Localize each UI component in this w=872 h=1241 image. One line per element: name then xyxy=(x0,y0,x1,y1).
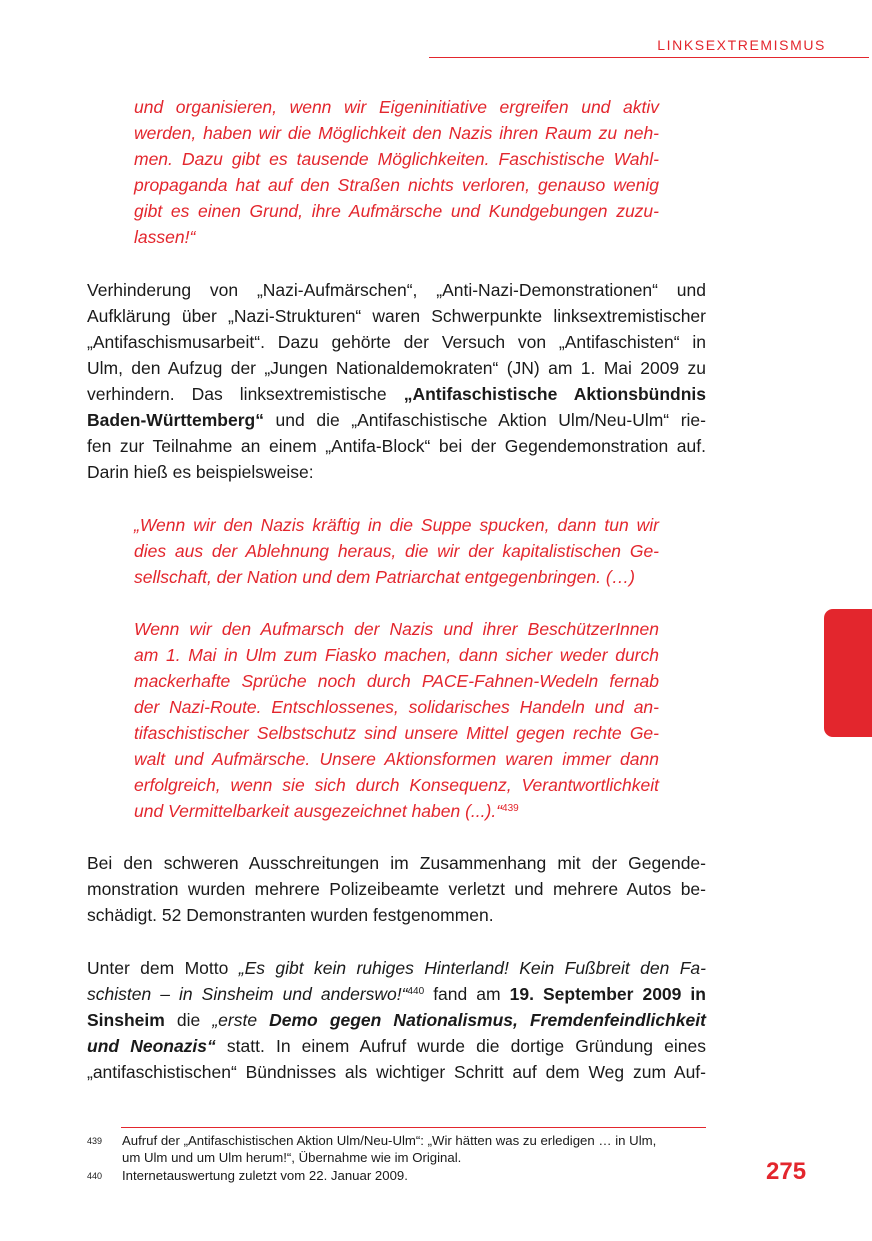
quote-paragraph xyxy=(134,512,659,590)
quote-line: lassen!“ xyxy=(134,227,196,247)
body-line: „antifaschistischen“ Bündnisses als wichtiger Schritt auf dem Weg zum Auf- xyxy=(87,1062,706,1082)
body-line xyxy=(87,981,706,1007)
body-paragraph-3 xyxy=(87,955,706,1085)
body-text: die xyxy=(164,1010,213,1030)
body-line: fen zur Teilnahme an einem „Antifa-Block“ bei der Gegendemonstration auf. xyxy=(87,436,706,456)
quote-line: sellschaft, der Nation und dem Patriarchat entgegenbringen. (…) xyxy=(134,567,635,587)
body-line: monstration wurden mehrere Polizeibeamte verletzt und mehrere Autos be- xyxy=(87,879,706,899)
quote-block-1 xyxy=(134,94,659,250)
body-line: Verhinderung von „Nazi-Aufmärschen“, „Anti-Nazi-Demonstrationen“ und xyxy=(87,280,706,300)
body-line: „Antifaschismusarbeit“. Dazu gehörte der Versuch von „Antifaschisten“ in xyxy=(87,332,706,352)
motto-text: schisten – in Sinsheim und anderswo!“ xyxy=(87,984,408,1004)
event-date: 19. September 2009 in xyxy=(509,984,706,1004)
quote-paragraph xyxy=(134,94,659,250)
quote-text: und Vermittelbarkeit ausgezeichnet haben (...).“ xyxy=(134,801,503,821)
quote-line: mackerhafte Sprüche noch durch PACE-Fahnen-Wedeln fernab xyxy=(134,671,659,691)
footnote-text: um Ulm und um Ulm herum!“, Übernahme wie im Original. xyxy=(122,1149,462,1165)
event-location: Sinsheim xyxy=(87,1010,165,1030)
quote-line: erfolgreich, wenn sie sich durch Konsequenz, Verantwortlichkeit xyxy=(134,775,659,795)
quote-line: gibt es einen Grund, ihre Aufmärsche und Kundgebungen zuzu- xyxy=(134,201,659,221)
body-line: schädigt. 52 Demonstranten wurden festgenommen. xyxy=(87,905,494,925)
footnote-text: Aufruf der „Antifaschistischen Aktion Ulm/Neu-Ulm“: „Wir hätten was zu erledigen … in Ulm, xyxy=(122,1133,657,1148)
body-text: fand am xyxy=(424,984,510,1004)
quote-paragraph xyxy=(134,616,659,824)
body-line: Ulm, den Aufzug der „Jungen Nationaldemokraten“ (JN) am 1. Mai 2009 zu xyxy=(87,358,706,378)
footnote-text: Internetauswertung zuletzt vom 22. Januar 2009. xyxy=(122,1168,408,1183)
quote-block-2 xyxy=(134,512,659,824)
quote-line: und organisieren, wenn wir Eigeninitiative ergreifen und aktiv xyxy=(134,97,659,117)
event-title: und Neonazis“ xyxy=(87,1036,216,1056)
body-text: statt. In einem Aufruf wurde die dortige Gründung eines xyxy=(215,1036,706,1056)
quote-line: dies aus der Ablehnung heraus, die wir der kapitalistischen Ge- xyxy=(134,541,659,561)
event-title: Demo gegen Nationalismus, Fremdenfeindlichkeit xyxy=(269,1010,706,1030)
footnote-number: 440 xyxy=(87,1171,103,1181)
body-line xyxy=(87,407,706,433)
organization-name: Baden-Württemberg“ xyxy=(87,410,264,430)
quote-line: der Nazi-Route. Entschlossenes, solidarisches Handeln und an- xyxy=(134,697,659,717)
footnote-rule xyxy=(121,1127,706,1128)
quote-line: am 1. Mai in Ulm zum Fiasko machen, dann sicher weder durch xyxy=(134,645,659,665)
body-text: verhindern. Das linksextremistische xyxy=(87,384,404,404)
footnote-439 xyxy=(87,1133,706,1166)
header-rule xyxy=(429,57,869,58)
footnote-440 xyxy=(87,1168,706,1185)
body-line xyxy=(87,1007,706,1033)
quote-line: werden, haben wir die Möglichkeit den Nazis ihren Raum zu neh- xyxy=(134,123,659,143)
footnote-number: 439 xyxy=(87,1136,103,1146)
quote-line: tifaschistischer Selbstschutz sind unsere Mittel gegen rechte Ge- xyxy=(134,723,659,743)
body-text: Unter dem Motto xyxy=(87,958,239,978)
body-text: und die „Antifaschistische Aktion Ulm/Neu-Ulm“ rie- xyxy=(263,410,706,430)
body-paragraph-2 xyxy=(87,850,706,928)
body-line xyxy=(87,1033,706,1059)
chapter-thumb-tab xyxy=(824,609,872,737)
motto-text: „Es gibt kein ruhiges Hinterland! Kein Fußbreit den Fa- xyxy=(238,958,706,978)
quote-line: walt und Aufmärsche. Unsere Aktionsformen waren immer dann xyxy=(134,749,659,769)
quote-line: propaganda hat auf den Straßen nichts verloren, genauso wenig xyxy=(134,175,659,195)
footnote-reference[interactable]: 440 xyxy=(407,986,425,997)
body-line xyxy=(87,955,706,981)
page-number: 275 xyxy=(766,1158,807,1185)
quote-line: men. Dazu gibt es tausende Möglichkeiten. Faschistische Wahl- xyxy=(134,149,659,169)
body-line: Bei den schweren Ausschreitungen im Zusammenhang mit der Gegende- xyxy=(87,853,706,873)
event-title: „erste xyxy=(212,1010,270,1030)
running-header: LINKSEXTREMISMUS xyxy=(657,37,826,53)
body-line: Darin hieß es beispielsweise: xyxy=(87,462,314,482)
quote-line xyxy=(134,798,659,824)
body-line: Aufklärung über „Nazi-Strukturen“ waren Schwerpunkte linksextremistischer xyxy=(87,306,706,326)
quote-line: „Wenn wir den Nazis kräftig in die Suppe spucken, dann tun wir xyxy=(134,515,659,535)
quote-line: Wenn wir den Aufmarsch der Nazis und ihrer BeschützerInnen xyxy=(134,619,659,639)
body-paragraph-1 xyxy=(87,277,706,485)
body-line xyxy=(87,381,706,407)
footnote-reference[interactable]: 439 xyxy=(502,803,519,814)
organization-name: „Antifaschistische Aktionsbündnis xyxy=(403,384,706,404)
